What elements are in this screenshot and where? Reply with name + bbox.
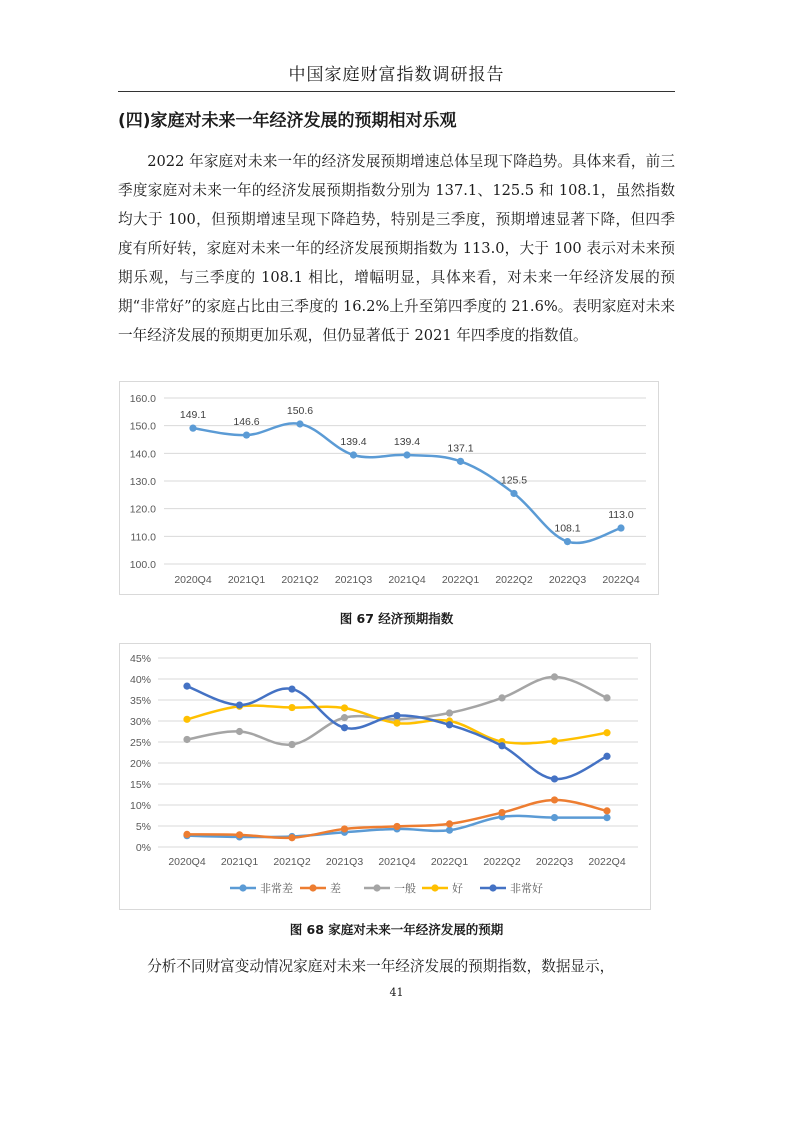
chart1-data-point <box>564 538 571 545</box>
chart2-y-tick-label: 25% <box>129 737 151 749</box>
page-number: 41 <box>389 986 404 999</box>
chart2-data-point <box>183 716 190 723</box>
chart2-x-tick-label: 2021Q1 <box>220 856 259 868</box>
chart2-data-point <box>551 775 558 782</box>
chart2-legend-marker <box>489 884 496 891</box>
chart2-y-tick-label: 40% <box>129 674 151 686</box>
chart2-data-point <box>551 814 558 821</box>
chart2-data-point <box>183 736 190 743</box>
chart2-legend-marker <box>309 884 316 891</box>
chart2-data-point <box>288 704 295 711</box>
chart1-x-tick-label: 2020Q4 <box>174 574 212 586</box>
chart2-data-point <box>446 709 453 716</box>
chart1-x-tick-label: 2022Q3 <box>548 574 587 586</box>
chart2-x-tick-label: 2020Q4 <box>168 856 206 868</box>
chart1-data-label: 108.1 <box>554 522 581 535</box>
chart1-data-point <box>510 490 517 497</box>
chart1-data-point <box>617 524 624 531</box>
chart1-y-tick-label: 120.0 <box>129 503 156 516</box>
figure-67-caption: 图 67 经济预期指数 <box>339 611 454 626</box>
chart1-data-point <box>457 458 464 465</box>
chart1-data-label: 150.6 <box>286 405 314 418</box>
chart2-data-point <box>603 729 610 736</box>
chart2-data-point <box>603 814 610 821</box>
chart2-x-tick-label: 2022Q3 <box>535 856 574 868</box>
chart1-x-tick-label: 2022Q2 <box>495 574 533 586</box>
chart1-x-tick-label: 2021Q2 <box>281 574 319 586</box>
chart2-data-point <box>288 834 295 841</box>
chart2-legend-label: 非常差 <box>260 883 293 895</box>
chart2-legend-marker <box>373 884 380 891</box>
chart1-data-point <box>243 431 250 438</box>
chart2-data-point <box>288 685 295 692</box>
chart2-x-tick-label: 2022Q2 <box>483 856 521 868</box>
economic-expectation-index-chart <box>119 381 659 595</box>
chart2-x-tick-label: 2022Q1 <box>430 856 469 868</box>
chart1-data-point <box>189 425 196 432</box>
chart1-data-label: 149.1 <box>179 409 207 422</box>
figure-68-caption: 图 68 家庭对未来一年经济发展的预期 <box>289 922 504 937</box>
chart1-data-label: 146.6 <box>233 416 260 429</box>
chart2-data-point <box>603 694 610 701</box>
chart1-y-tick-label: 150.0 <box>129 420 156 433</box>
chart2-y-tick-label: 0% <box>135 842 151 854</box>
chart2-data-point <box>446 721 453 728</box>
chart2-y-tick-label: 45% <box>129 653 151 665</box>
chart2-x-tick-label: 2021Q4 <box>378 856 416 868</box>
chart1-y-tick-label: 130.0 <box>129 476 156 488</box>
chart2-data-point <box>498 742 505 749</box>
chart2-y-tick-label: 20% <box>129 758 151 770</box>
chart1-data-point <box>403 451 410 458</box>
chart1-data-label: 139.4 <box>393 435 421 448</box>
chart2-y-tick-label: 10% <box>129 800 151 812</box>
chart2-x-tick-label: 2021Q3 <box>325 856 364 868</box>
chart2-data-point <box>393 720 400 727</box>
chart1-data-label: 113.0 <box>608 509 634 522</box>
chart2-svg <box>120 644 650 909</box>
chart2-data-point <box>236 831 243 838</box>
chart2-data-point <box>498 809 505 816</box>
body-paragraph-1: 2022 年家庭对未来一年的经济发展预期增速总体呈现下降趋势。具体来看，前三季度家庭对未来一年的经济发展预期指数分别为 137.1、125.5 和 108.1，虽然指数均大于 100，但预期增速呈现下降趋势，特别是三季度，预期增速显著下降，但四季度有所好转，家庭对未来一年的经济发展预期指数为 113.0，大于 100 表示对未来预期乐观，与三季度的 108.1 相比，增幅明显，具体来看，对未来一年经济发展的预期“非常好”的家庭占比由三季度的 16.2%上升至第四季度的 21.6%。表明家庭对未来一年经济发展的预期更加乐观，但仍显著低于 2021 年四季度的指数值。 <box>118 153 675 344</box>
chart2-data-point <box>341 825 348 832</box>
chart2-data-point <box>603 753 610 760</box>
chart2-data-point <box>551 738 558 745</box>
chart1-y-tick-label: 160.0 <box>129 393 156 405</box>
chart1-x-tick-label: 2022Q1 <box>441 574 480 586</box>
chart2-legend-label: 好 <box>452 883 463 895</box>
chart2-series-line <box>187 677 607 745</box>
chart2-data-point <box>288 741 295 748</box>
chart1-x-tick-label: 2022Q4 <box>602 574 640 586</box>
chart2-data-point <box>393 712 400 719</box>
chart2-data-point <box>551 673 558 680</box>
chart2-data-point <box>236 701 243 708</box>
chart2-y-tick-label: 15% <box>129 779 151 791</box>
chart2-data-point <box>393 823 400 830</box>
chart2-y-tick-label: 30% <box>129 716 151 728</box>
chart2-x-tick-label: 2022Q4 <box>588 856 626 868</box>
chart1-svg <box>120 382 658 594</box>
chart1-data-label: 139.4 <box>340 435 367 448</box>
chart2-data-point <box>603 807 610 814</box>
header-divider <box>118 91 675 92</box>
chart2-data-point <box>446 820 453 827</box>
chart2-legend-label: 差 <box>330 883 341 895</box>
body-paragraph-2: 分析不同财富变动情况家庭对未来一年经济发展的预期指数，数据显示， <box>147 958 615 975</box>
chart2-y-tick-label: 5% <box>135 821 151 833</box>
chart1-data-point <box>350 451 357 458</box>
chart1-y-tick-label: 140.0 <box>129 448 156 461</box>
report-header-title: 中国家庭财富指数调研报告 <box>288 65 505 85</box>
chart1-x-tick-label: 2021Q4 <box>388 574 426 586</box>
chart2-data-point <box>498 694 505 701</box>
chart1-data-point <box>296 420 303 427</box>
chart2-x-tick-label: 2021Q2 <box>273 856 311 868</box>
chart2-data-point <box>183 831 190 838</box>
chart2-data-point <box>341 704 348 711</box>
chart2-data-point <box>341 724 348 731</box>
chart2-data-point <box>446 827 453 834</box>
chart1-x-tick-label: 2021Q3 <box>334 574 373 586</box>
chart2-y-tick-label: 35% <box>129 695 151 707</box>
chart2-legend-label: 非常好 <box>510 883 543 895</box>
chart1-y-tick-label: 110.0 <box>130 531 156 544</box>
chart1-data-label: 125.5 <box>500 474 528 487</box>
chart2-data-point <box>341 714 348 721</box>
chart2-data-point <box>236 728 243 735</box>
chart1-data-label: 137.1 <box>447 442 474 455</box>
chart1-x-tick-label: 2021Q1 <box>227 574 266 586</box>
chart2-legend-marker <box>239 884 246 891</box>
section-heading: (四)家庭对未来一年经济发展的预期相对乐观 <box>118 111 457 131</box>
chart2-legend-label: 一般 <box>394 883 416 895</box>
chart2-data-point <box>551 796 558 803</box>
chart2-legend-marker <box>431 884 438 891</box>
chart2-data-point <box>183 683 190 690</box>
chart1-y-tick-label: 100.0 <box>129 559 156 571</box>
household-expectation-chart <box>119 643 651 910</box>
